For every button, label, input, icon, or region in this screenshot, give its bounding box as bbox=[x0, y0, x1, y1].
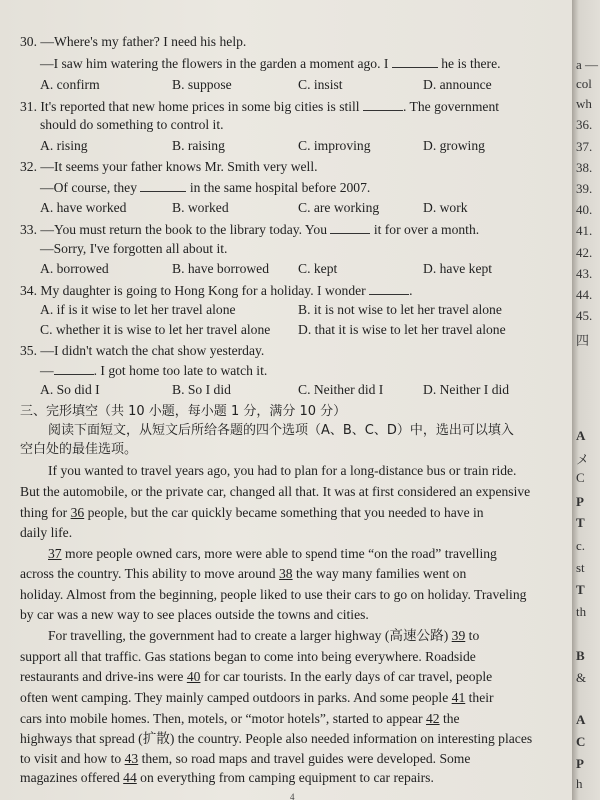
blank-39: 39 bbox=[451, 628, 466, 643]
q30-option-a: A. confirm bbox=[40, 77, 100, 92]
passage-p1-line4: daily life. bbox=[20, 525, 73, 540]
edge-fragment: C bbox=[576, 470, 585, 485]
q34-option-c: C. whether it is wise to let her travel alone bbox=[40, 322, 271, 337]
q33-option-a: A. borrowed bbox=[40, 261, 109, 276]
q34-stem: 34. My daughter is going to Hong Kong for a holiday. I wonder . bbox=[20, 283, 413, 298]
passage-p3-line8: magazines offered 44 on everything from camping equipment to car repairs. bbox=[20, 770, 434, 785]
edge-fragment: 41. bbox=[576, 223, 593, 238]
blank-43: 43 bbox=[124, 751, 139, 766]
q35-stem: 35. —I didn't watch the chat show yesterday. bbox=[20, 343, 265, 358]
edge-fragment: 39. bbox=[576, 181, 593, 196]
passage-p2-line1: 37 more people owned cars, more were able to spend time “on the road” travelling bbox=[48, 546, 497, 561]
q33-option-b: B. have borrowed bbox=[172, 261, 270, 276]
passage-p3-line7: to visit and how to 43 them, so road maps and travel guides were developed. Some bbox=[20, 751, 471, 766]
q32-option-b: B. worked bbox=[172, 200, 229, 215]
passage-p1-line2: But the automobile, or the private car, changed all that. It was at first considered an expensive bbox=[20, 484, 531, 499]
passage-p2-line2: across the country. This ability to move around 38 the way many families went on bbox=[20, 566, 467, 581]
q31-line2: should do something to control it. bbox=[40, 117, 224, 132]
q34-option-d: D. that it is wise to let her travel alone bbox=[298, 322, 506, 337]
edge-fragment: A bbox=[576, 712, 586, 727]
passage-p3-line6: highways that spread (扩散) the country. People also needed information on interesting places bbox=[20, 731, 533, 746]
blank-36: 36 bbox=[70, 505, 85, 520]
edge-fragment: B bbox=[576, 648, 585, 663]
q33-option-c: C. kept bbox=[298, 261, 338, 276]
edge-fragment: 37. bbox=[576, 139, 593, 154]
edge-fragment: P bbox=[576, 756, 584, 771]
q35-blank bbox=[54, 362, 94, 375]
q31-blank bbox=[363, 98, 403, 111]
q34-option-b: B. it is not wise to let her travel alone bbox=[298, 302, 502, 317]
edge-fragment: c. bbox=[576, 538, 586, 553]
q35-option-b: B. So I did bbox=[172, 382, 231, 397]
q33-blank bbox=[330, 221, 370, 234]
q35-line2: — . I got home too late to watch it. bbox=[40, 363, 268, 378]
passage-p2-line3: holiday. Almost from the beginning, people liked to use their cars to go on holiday. Traveling bbox=[20, 587, 527, 602]
q32-option-a: A. have worked bbox=[40, 200, 127, 215]
passage-p1-line3: thing for 36 people, but the car quickly became something that you needed to have in bbox=[20, 505, 484, 520]
edge-fragment: wh bbox=[576, 96, 592, 111]
edge-fragment: 40. bbox=[576, 202, 593, 217]
q30-option-b: B. suppose bbox=[172, 77, 232, 92]
passage-p3-line3: restaurants and drive-ins were 40 for car tourists. In the early days of car travel, people bbox=[20, 669, 493, 684]
q30-blank bbox=[392, 55, 438, 68]
q33-option-d: D. have kept bbox=[423, 261, 493, 276]
q32-option-d: D. work bbox=[423, 200, 468, 215]
q33-stem: 33. —You must return the book to the library today. You it for over a month. bbox=[20, 222, 480, 237]
q32-blank bbox=[140, 179, 186, 192]
q34-blank bbox=[369, 282, 409, 295]
q33-line2: —Sorry, I've forgotten all about it. bbox=[40, 241, 228, 256]
edge-fragment: 44. bbox=[576, 287, 593, 302]
edge-fragment: 四 bbox=[576, 333, 590, 348]
section-instruction-line1: 阅读下面短文，从短文后所给各题的四个选项（A、B、C、D）中，选出可以填入 bbox=[48, 423, 514, 438]
edge-fragment: col bbox=[576, 76, 592, 91]
blank-44: 44 bbox=[123, 770, 137, 785]
q31-option-a: A. rising bbox=[40, 138, 88, 153]
adjacent-page-edge bbox=[572, 0, 600, 800]
edge-fragment: T bbox=[576, 515, 585, 530]
q30-stem: 30. —Where's my father? I need his help. bbox=[20, 34, 247, 49]
edge-fragment: st bbox=[576, 560, 585, 575]
passage-p3-line4: often went camping. They mainly camped outdoors in parks. And some people 41 their bbox=[20, 690, 494, 705]
q32-option-c: C. are working bbox=[298, 200, 380, 215]
blank-42: 42 bbox=[425, 711, 440, 726]
q31-option-c: C. improving bbox=[298, 138, 371, 153]
edge-fragment: 42. bbox=[576, 245, 593, 260]
passage-p2-line4: by car was a new way to see places outside the towns and cities. bbox=[20, 607, 369, 622]
q30-option-d: D. announce bbox=[423, 77, 492, 92]
edge-fragment: th bbox=[576, 604, 587, 619]
page-number: 4 bbox=[290, 792, 295, 800]
edge-fragment: A bbox=[576, 428, 586, 443]
passage-p1-line1: If you wanted to travel years ago, you had to plan for a long-distance bus or train ride. bbox=[48, 463, 517, 478]
edge-fragment: a — bbox=[576, 57, 599, 72]
q30-line2: —I saw him watering the flowers in the garden a moment ago. I he is there. bbox=[40, 56, 501, 71]
passage-p3-line5: cars into mobile homes. Then, motels, or “motor hotels”, started to appear 42 the bbox=[20, 711, 460, 726]
passage-p3-line2: support all that traffic. Gas stations began to come into being everywhere. Roadside bbox=[20, 649, 476, 664]
q35-option-a: A. So did I bbox=[40, 382, 100, 397]
blank-41: 41 bbox=[451, 690, 466, 705]
edge-fragment: 36. bbox=[576, 117, 593, 132]
edge-fragment: T bbox=[576, 582, 585, 597]
edge-fragment: & bbox=[576, 670, 587, 685]
q31-stem: 31. It's reported that new home prices in some big cities is still . The government bbox=[20, 99, 500, 114]
edge-fragment: P bbox=[576, 494, 584, 509]
blank-38: 38 bbox=[279, 566, 293, 581]
edge-fragment: h bbox=[576, 776, 583, 791]
q30-option-c: C. insist bbox=[298, 77, 343, 92]
section-instruction-line2: 空白处的最佳选项。 bbox=[20, 442, 138, 457]
q31-option-d: D. growing bbox=[423, 138, 485, 153]
q34-option-a: A. if is it wise to let her travel alone bbox=[40, 302, 236, 317]
q35-option-d: D. Neither I did bbox=[423, 382, 510, 397]
blank-37: 37 bbox=[48, 546, 62, 561]
section-title: 三、完形填空（共 10 小题，每小题 1 分，满分 10 分） bbox=[20, 404, 347, 419]
q35-option-c: C. Neither did I bbox=[298, 382, 384, 397]
edge-fragment: メ bbox=[576, 452, 590, 467]
edge-fragment: 45. bbox=[576, 308, 593, 323]
edge-fragment: 43. bbox=[576, 266, 593, 281]
edge-fragment: 38. bbox=[576, 160, 593, 175]
blank-40: 40 bbox=[186, 669, 201, 684]
passage-p3-line1: For travelling, the government had to create a larger highway (高速公路) 39 to bbox=[48, 628, 480, 643]
q31-option-b: B. raising bbox=[172, 138, 225, 153]
q32-stem: 32. —It seems your father knows Mr. Smith very well. bbox=[20, 159, 318, 174]
edge-fragment: C bbox=[576, 734, 586, 749]
q32-line2: —Of course, they in the same hospital before 2007. bbox=[40, 180, 371, 195]
